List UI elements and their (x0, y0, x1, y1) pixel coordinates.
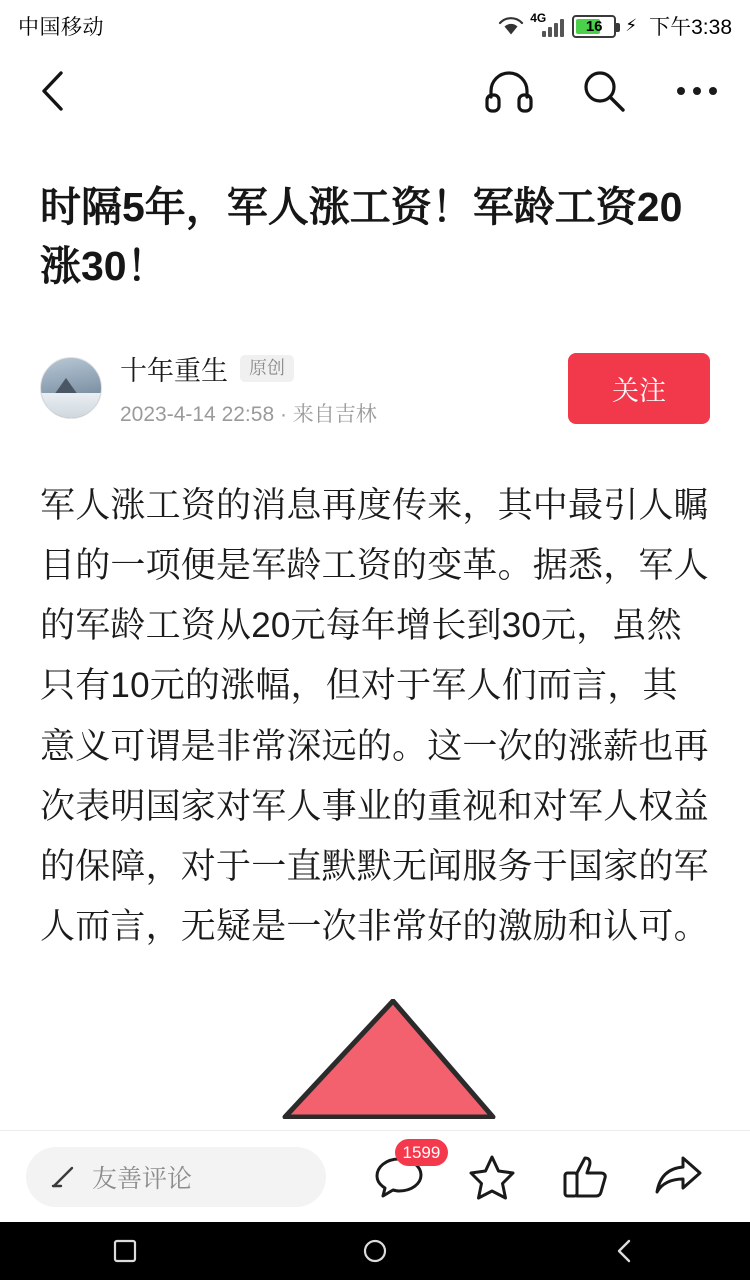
headphones-icon (485, 69, 533, 113)
author-name[interactable]: 十年重生 (120, 355, 228, 386)
author-name-line (120, 349, 568, 388)
like-button[interactable] (557, 1149, 613, 1205)
share-button[interactable] (650, 1149, 706, 1205)
charging-icon: ⚡ (625, 16, 638, 35)
status-icons (498, 11, 732, 41)
avatar[interactable] (40, 357, 102, 419)
carrier-label: 中国移动 (18, 16, 104, 39)
favorite-button[interactable] (464, 1149, 520, 1205)
back-icon (612, 1238, 638, 1264)
comment-input[interactable] (26, 1147, 326, 1207)
comment-count-badge: 1599 (395, 1139, 449, 1166)
follow-button[interactable]: 关注 (568, 353, 710, 424)
back-button[interactable] (28, 67, 76, 115)
clock-label: 下午3:38 (649, 16, 732, 39)
bottom-action-bar (0, 1130, 750, 1222)
more-options-icon (677, 87, 717, 95)
original-badge: 原创 (240, 355, 294, 383)
network-type-label: 4G (530, 11, 547, 25)
home-button[interactable] (340, 1231, 410, 1271)
comment-button[interactable] (371, 1142, 441, 1205)
article-meta: 2023-4-14 22:58 · 来自吉林 (120, 402, 377, 426)
author-row (40, 349, 710, 428)
red-triangle-illustration (245, 999, 505, 1119)
battery-icon (572, 15, 616, 38)
author-meta (120, 349, 568, 428)
app-nav-bar (0, 52, 750, 130)
search-button[interactable] (578, 66, 628, 116)
pen-icon (50, 1164, 76, 1190)
page-title: 时隔5年，军人涨工资！军龄工资20涨30！ (40, 184, 683, 290)
recents-button[interactable] (90, 1231, 160, 1271)
recents-icon (112, 1238, 138, 1264)
home-icon (362, 1238, 388, 1264)
thumbs-up-icon (561, 1153, 609, 1201)
chevron-left-icon (39, 70, 65, 112)
article-content (0, 130, 750, 1130)
wifi-icon (498, 16, 524, 36)
nav-actions (484, 66, 722, 116)
search-icon (580, 68, 626, 114)
status-bar (0, 0, 750, 52)
article-body: 军人涨工资的消息再度传来，其中最引人瞩目的一项便是军龄工资的变革。据悉，军人的军龄工资从20元每年增长到30元，虽然只有10元的涨幅，但对于军人们而言，其意义可谓是非常深远的。这一次的涨薪也再次表明国家对军人事业的重视和对军人权益的保障，对于一直默默无闻服务于国家的军人而言，无疑是一次非常好的激励和认可。 (40, 485, 709, 947)
article-image[interactable] (40, 999, 710, 1119)
android-navigation-bar (0, 1222, 750, 1280)
system-back-button[interactable] (590, 1231, 660, 1271)
share-icon (653, 1154, 703, 1200)
network-type-icon (530, 11, 564, 37)
headphones-button[interactable] (484, 66, 534, 116)
star-icon (467, 1153, 517, 1201)
comment-placeholder: 友善评论 (92, 1164, 193, 1193)
more-options-button[interactable] (672, 66, 722, 116)
bottom-bar-actions (352, 1142, 724, 1205)
battery-level-label: 16 (585, 17, 603, 35)
